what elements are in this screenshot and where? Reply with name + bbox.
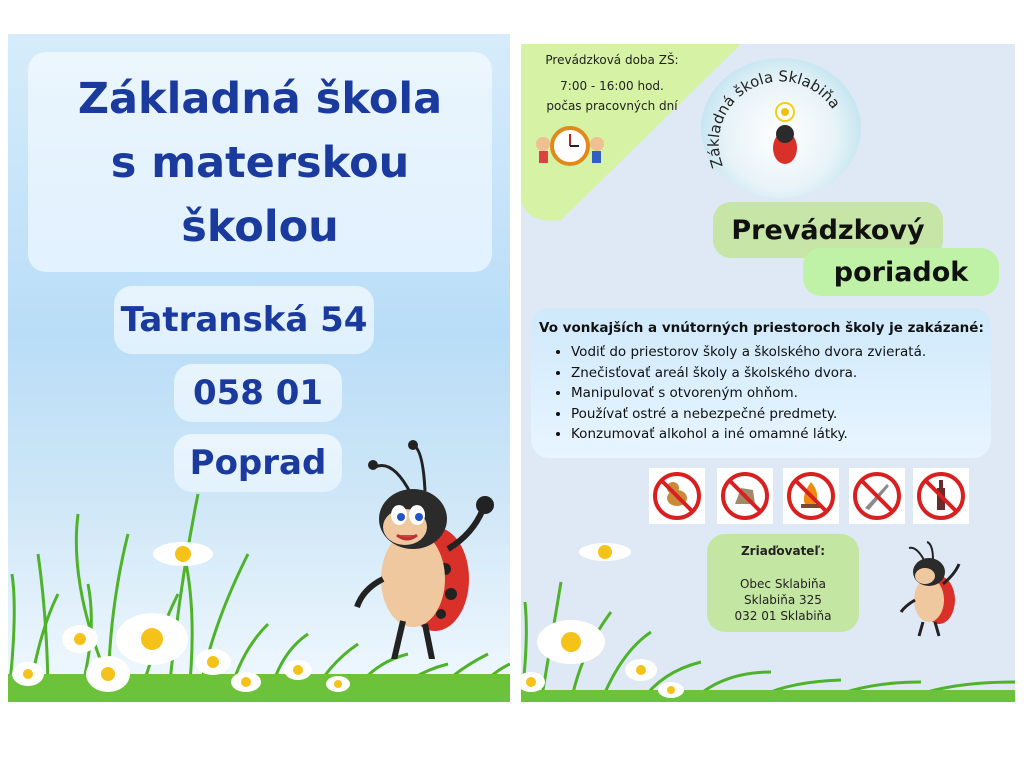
meadow-illustration-right — [521, 542, 1015, 702]
title-line-2: s materskou — [110, 138, 410, 188]
no-alcohol-icon — [913, 468, 969, 524]
no-fire-icon — [783, 468, 839, 524]
founder-address: Sklabiňa 325 — [744, 593, 822, 607]
left-poster — [8, 34, 510, 702]
zip-text: 058 01 — [192, 373, 324, 413]
no-knife-icon — [849, 468, 905, 524]
heading-line-2: poriadok — [833, 256, 969, 288]
street-text: Tatranská 54 — [120, 300, 368, 340]
opening-hours — [527, 50, 697, 116]
right-poster — [521, 44, 1015, 702]
rules-title: Vo vonkajších a vnútorných priestoroch školy je zakázané: — [539, 320, 984, 336]
city-text: Poprad — [189, 443, 327, 483]
rules-list — [531, 342, 991, 445]
rule-item: • Konzumovať alkohol a iné omamné látky. — [571, 424, 991, 445]
hours-label: Prevádzková doba ZŠ: — [545, 53, 679, 67]
no-animals-icon — [649, 468, 705, 524]
rule-item: • Používať ostré a nebezpečné predmety. — [571, 404, 991, 425]
school-logo — [701, 58, 861, 198]
ladybug-mascot — [353, 439, 503, 659]
logo-ring — [701, 58, 861, 198]
title-line-3: školou — [181, 202, 339, 252]
title-line-1: Základná škola — [77, 74, 443, 124]
no-litter-icon — [717, 468, 773, 524]
rules-box — [531, 308, 991, 458]
founder-name: Obec Sklabiňa — [739, 577, 827, 591]
heading-badge-2 — [803, 248, 999, 296]
daisy-flowers — [12, 542, 350, 692]
rule-item: • Vodiť do priestorov školy a školského dvora zvieratá. — [571, 342, 991, 363]
rule-item: • Znečisťovať areál školy a školského dvora. — [571, 363, 991, 384]
hours-time: 7:00 - 16:00 hod. — [560, 79, 664, 93]
alarm-clock-icon — [535, 122, 605, 168]
founder-label: Zriaďovateľ: — [740, 544, 825, 558]
rule-item: • Manipulovať s otvoreným ohňom. — [571, 383, 991, 404]
logo-text: Základná škola Sklabiňa — [704, 67, 845, 171]
hours-days: počas pracovných dní — [546, 99, 678, 113]
founder-city: 032 01 Sklabiňa — [734, 609, 832, 623]
heading-line-1: Prevádzkový — [731, 214, 925, 246]
